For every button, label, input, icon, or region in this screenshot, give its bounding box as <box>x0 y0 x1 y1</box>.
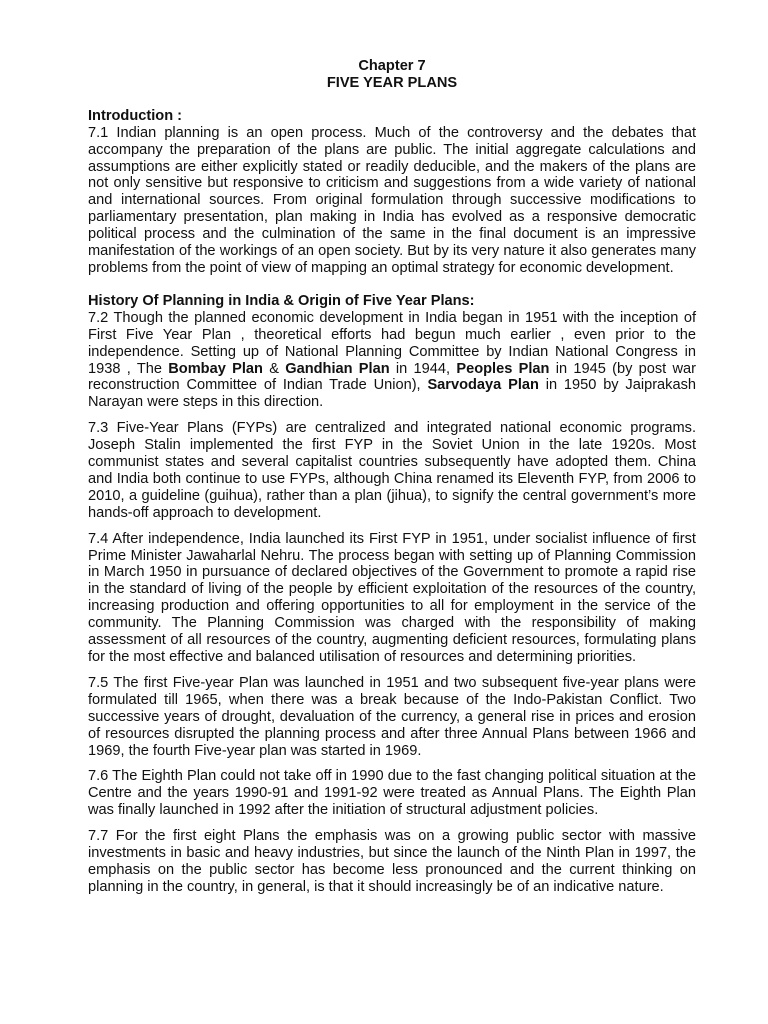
history-heading: History Of Planning in India & Origin of Five Year Plans: <box>88 292 475 309</box>
paragraph-7-1: 7.1 Indian planning is an open process. Much of the controversy and the debates that accompany the preparation of the plans are public. The initial aggregate calculations and assumptions are either explicitly stated or readily deducible, and the makers of the plans are not only sensitive but responsive to criticism and suggestions from a wide variety of national and international sources. From original formulation through successive modifications to parliamentary presentation, plan making in India has evolved as a responsive democratic political process and the culmination of the same in the final document is an impressive manifestation of the workings of an open society. But by its very nature it also generates many problems from the point of view of mapping an optimal strategy for economic development. <box>88 124 696 276</box>
paragraph-7-6: 7.6 The Eighth Plan could not take off in 1990 due to the fast changing political situation at the Centre and the years 1990-91 and 1991-92 were treated as Annual Plans. The Eighth Plan was finally launched in 1992 after the initiation of structural adjustment policies. <box>88 768 696 819</box>
sarvodaya-plan-label: Sarvodaya Plan <box>427 377 539 394</box>
gandhian-plan-label: Gandhian Plan <box>285 360 390 377</box>
bombay-plan-label: Bombay Plan <box>168 360 263 377</box>
introduction-heading: Introduction : <box>88 107 183 124</box>
paragraph-7-2-text-3: in 1944, <box>389 360 457 377</box>
chapter-heading <box>88 58 696 92</box>
paragraph-7-2-text-4: in 1945 (by post war reconstruction Committee of Indian Trade Union), <box>88 360 697 394</box>
paragraph-7-5: 7.5 The first Five-year Plan was launched in 1951 and two subsequent five-year plans were formulated till 1965, when there was a break because of the Indo-Pakistan Conflict. Two successive years of drought, devaluation of the currency, a general rise in prices and erosion of resources disrupted the planning process and after three Annual Plans between 1966 and 1969, the fourth Five-year plan was started in 1969. <box>88 674 696 759</box>
paragraph-7-3: 7.3 Five-Year Plans (FYPs) are centralized and integrated national economic programs. Joseph Stalin implemented the first FYP in the Soviet Union in the late 1920s. Most communist states and several capitalist countries subsequently have adopted them. China and India both continue to use FYPs, although China renamed its Eleventh FYP, from 2006 to 2010, a guideline (guihua), rather than a plan (jihua), to signify the central government’s more hands-off approach to development. <box>88 420 696 521</box>
paragraph-7-2-text-1: 7.2 Though the planned economic development in India began in 1951 with the inception of First Five Year Plan , theoretical efforts had begun much earlier , even prior to the independence. Setting up of National Planning Committee by Indian National Congress in 1938 , The <box>88 309 696 377</box>
paragraph-7-4: 7.4 After independence, India launched its First FYP in 1951, under socialist influence of first Prime Minister Jawaharlal Nehru. The process began with setting up of Planning Commission in March 1950 in pursuance of declared objectives of the Government to promote a rapid rise in the standard of living of the people by efficient exploitation of the resources of the country, increasing production and offering opportunities to all for employment in the service of the community. The Planning Commission was charged with the responsibility of making assessment of all resources of the country, augmenting deficient resources, formulating plans for the most effective and balanced utilisation of resources and determining priorities. <box>88 530 696 665</box>
paragraph-7-7: 7.7 For the first eight Plans the emphasis was on a growing public sector with massive investments in basic and heavy industries, but since the launch of the Ninth Plan in 1997, the emphasis on the public sector has become less pronounced and the current thinking on planning in the country, in general, is that it should increasingly be of an indicative nature. <box>88 828 696 895</box>
chapter-title: FIVE YEAR PLANS <box>326 74 458 91</box>
paragraph-7-2-text-5: in 1950 by Jaiprakash Narayan were steps in this direction. <box>88 377 696 411</box>
paragraph-7-2 <box>88 310 696 411</box>
peoples-plan-label: Peoples Plan <box>456 360 550 377</box>
chapter-number: Chapter 7 <box>358 58 426 74</box>
paragraph-7-2-text-2: & <box>262 360 286 377</box>
